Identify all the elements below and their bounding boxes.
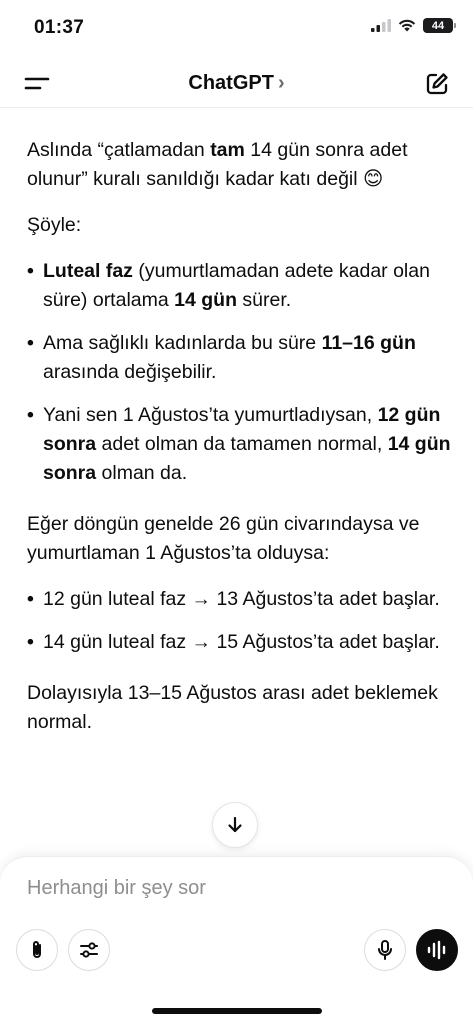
list-item [27, 329, 452, 387]
bold-text: 14 gün [174, 289, 237, 311]
paperclip-icon [27, 939, 47, 961]
new-chat-button[interactable] [423, 70, 451, 98]
text-segment: sürer. [236, 289, 292, 311]
dictation-button[interactable] [364, 929, 406, 971]
arrow-down-icon [225, 815, 245, 835]
message-paragraph: Dolayısıyla 13–15 Ağustos arası adet beklemek normal. [27, 682, 438, 733]
model-selector[interactable] [0, 72, 473, 95]
attach-button[interactable] [16, 929, 58, 971]
text-segment: adet olman da tamamen normal, [96, 433, 388, 455]
bold-text: 12 gün sonra [43, 404, 441, 455]
message-paragraph: Şöyle: [27, 214, 82, 236]
status-bar [0, 0, 473, 56]
wifi-icon [398, 19, 416, 32]
text-segment: (yumurtlamadan adete kadar olan süre) ortalama [43, 260, 430, 311]
status-icons [371, 18, 453, 33]
battery-icon [423, 18, 453, 33]
tools-button[interactable] [68, 929, 110, 971]
bullet-list [27, 257, 452, 488]
bold-text: tam [210, 139, 245, 161]
text-segment: Ama sağlıklı kadınlarda bu süre [43, 332, 322, 354]
assistant-message [27, 136, 452, 754]
new-chat-icon [423, 70, 451, 98]
page-title: ChatGPT [188, 72, 274, 94]
voice-mode-button[interactable] [416, 929, 458, 971]
bold-text: 11–16 gün [321, 332, 416, 354]
bold-text: Luteal faz [43, 260, 133, 282]
home-indicator [152, 1008, 322, 1014]
composer [0, 856, 473, 1024]
chat-header [0, 60, 473, 108]
list-item [27, 257, 452, 315]
bold-text: 14 gün sonra [43, 433, 451, 484]
cellular-signal-icon [371, 19, 391, 32]
chevron-right-icon: › [277, 72, 285, 94]
battery-level: 44 [431, 19, 445, 32]
list-item: • 14 gün luteal faz → 15 Ağustos’ta adet başlar. [27, 628, 452, 657]
status-time: 01:37 [34, 17, 85, 38]
list-item: • 12 gün luteal faz → 13 Ağustos’ta adet başlar. [27, 585, 452, 614]
text-segment: olman da. [96, 462, 188, 484]
text-segment: 14 gün sonra adet olunur” kuralı sanıldığı kadar katı değil [27, 139, 408, 190]
voice-wave-icon [426, 940, 448, 960]
prompt-input[interactable] [27, 877, 427, 900]
microphone-icon [375, 939, 395, 961]
message-paragraph: Eğer döngün genelde 26 gün civarındaysa ve yumurtlaman 1 Ağustos’ta olduysa: [27, 513, 420, 564]
text-segment: Yani sen 1 Ağustos’ta yumurtladıysan, [43, 404, 378, 426]
message-paragraph [27, 136, 452, 194]
text-segment: arasında değişebilir. [43, 361, 217, 383]
sliders-icon [78, 940, 100, 960]
scroll-to-bottom-button[interactable] [212, 802, 258, 848]
bullet-list [27, 585, 452, 657]
smiley-emoji: 😊 [363, 168, 384, 190]
list-item [27, 401, 452, 488]
text-segment: Aslında “çatlamadan [27, 139, 211, 161]
